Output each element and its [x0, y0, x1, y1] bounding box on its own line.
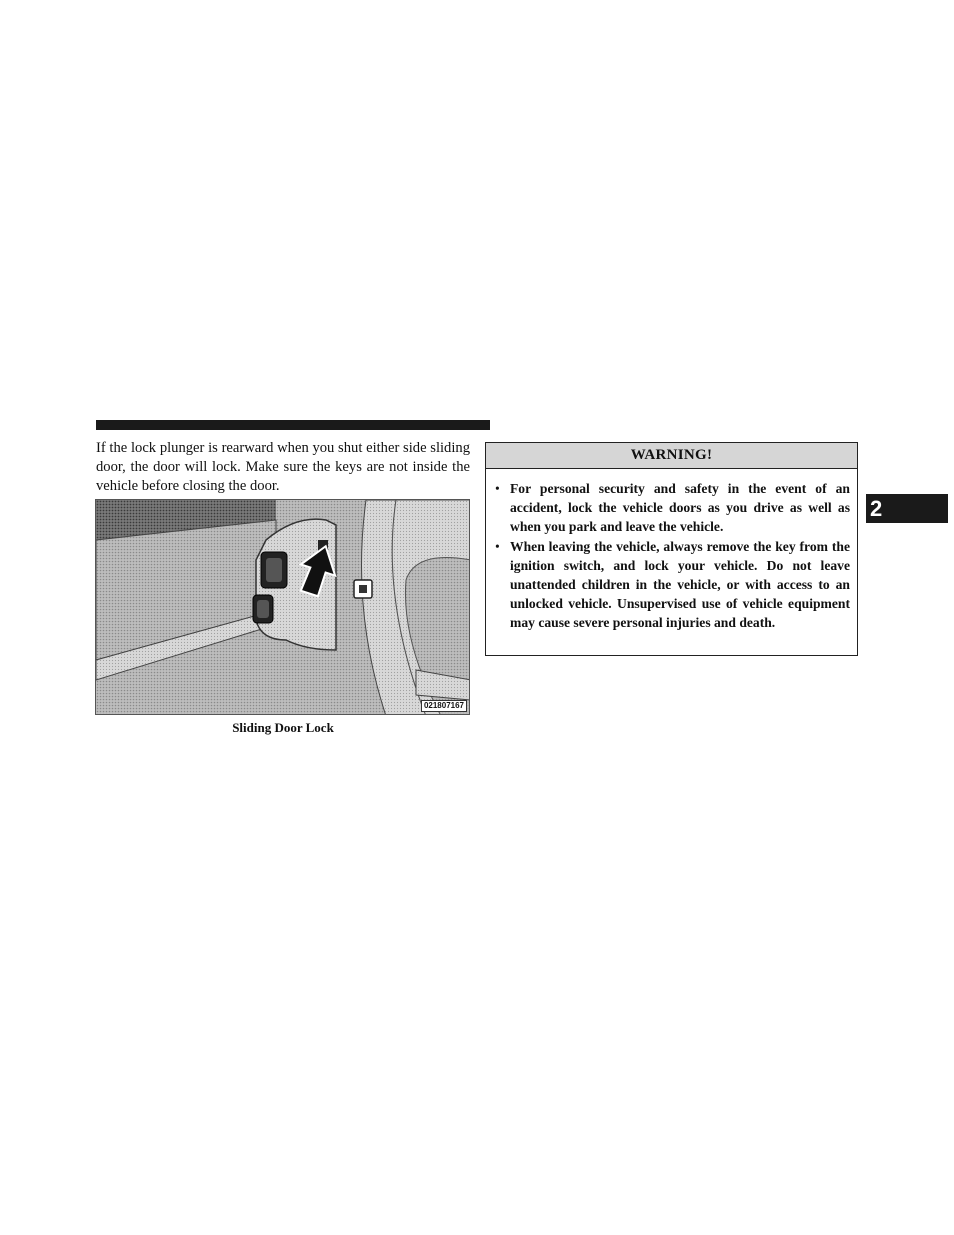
warning-item-text: When leaving the vehicle, always remove the key from the ignition switch, and lock your vehicle. Do not leave unattended children in the vehicle, or with access to an unlocked vehicle. Unsupervised use of vehicle equipment may cause severe personal injuries and death. [510, 539, 850, 630]
warning-item [495, 480, 850, 536]
door-illustration-graphic [96, 500, 470, 715]
chapter-tab: 2 [866, 494, 948, 523]
bullet-icon: • [495, 481, 500, 496]
warning-item-text: For personal security and safety in the event of an accident, lock the vehicle doors as you drive as well as when you park and leave the vehicle. [510, 481, 850, 534]
figure-code: 021807167 [421, 700, 467, 712]
warning-title: WARNING! [486, 443, 857, 469]
section-rule [96, 420, 490, 430]
figure-caption: Sliding Door Lock [232, 720, 334, 735]
warning-list [486, 469, 857, 632]
warning-item [495, 538, 850, 632]
sliding-door-lock-illustration [95, 499, 470, 715]
bullet-icon: • [495, 539, 500, 555]
body-paragraph: If the lock plunger is rearward when you shut either side sliding door, the door will lock. Make sure the keys are not inside the vehicle before closing the door. [96, 440, 470, 494]
warning-box [485, 442, 858, 656]
